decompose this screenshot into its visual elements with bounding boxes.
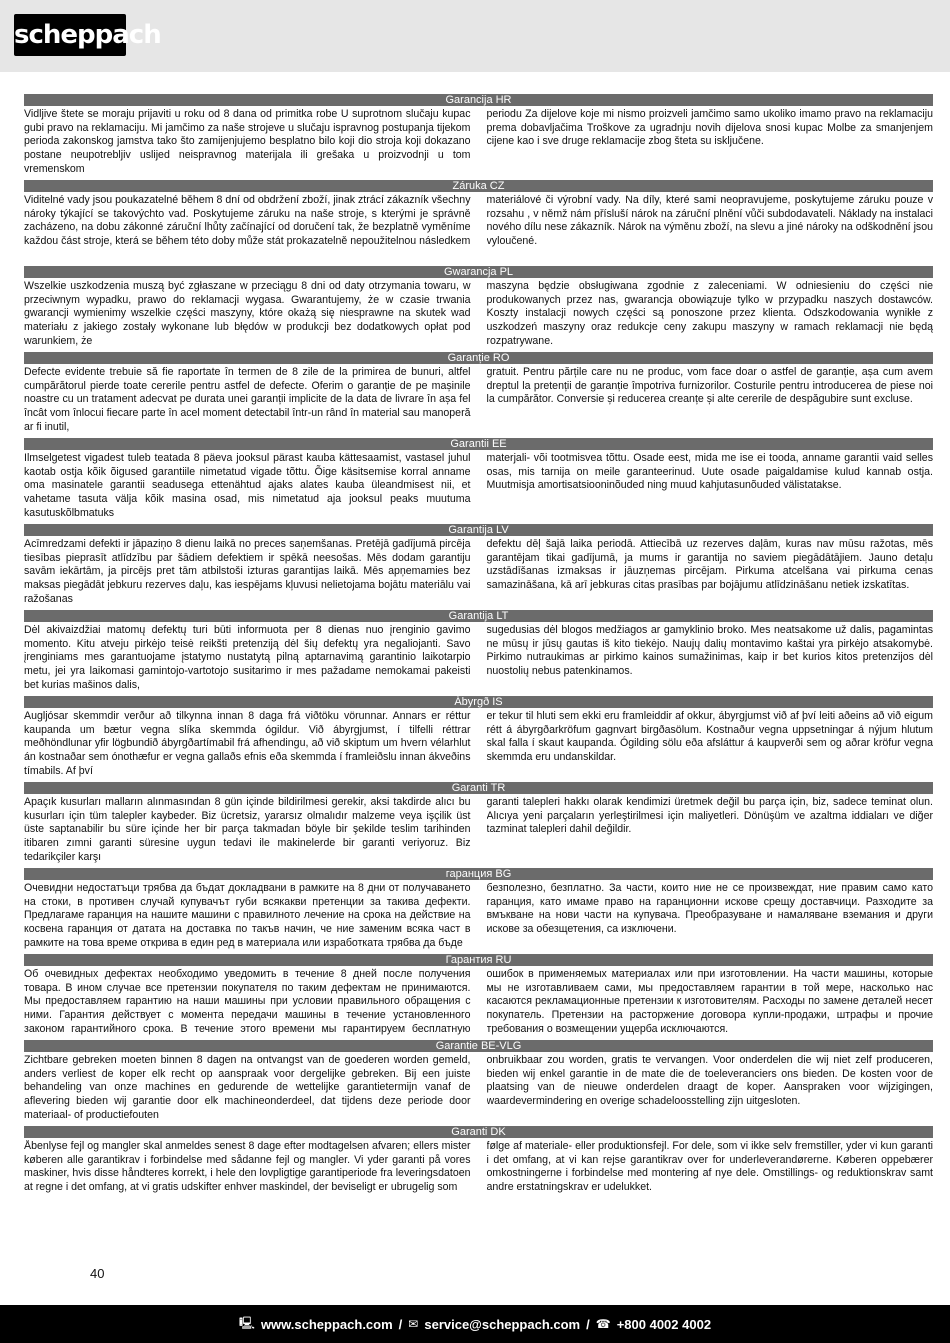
section-heading: Záruka CZ	[24, 180, 933, 192]
section-heading: Garantii EE	[24, 438, 933, 450]
warranty-section-ro	[24, 352, 933, 438]
section-text-right: ошибок в применяемых материалах или при изготовлении. На части машины, которые мы не изготавливаем сами, мы предоставляем гарантии в той мере, насколько нас касаются рекламационные претензии к изготовителям. Расходы по замене деталей несет покупатель. Претензии на расторжение договора купли-продажи, штрафы и прочие требования о возмещении ущерба исключаются.	[486, 968, 933, 1035]
section-heading: Ábyrgð IS	[24, 696, 933, 708]
warranty-section-pl	[24, 266, 933, 352]
section-text-right: maszyna będzie obsługiwana zgodnie z zaleceniami. W odniesieniu do części nie produkowanych przez nas, gwarancja obowiązuje tylko w przypadku naszych dostawców. Koszty instalacji nowych części są ponoszone przez klienta. Odszkodowania wynikłe z uszkodzeń maszyny oraz redukcje ceny zakupu maszyny w ramach reklamacji nie będą rozpatrywane.	[486, 280, 933, 347]
section-heading: Garanti TR	[24, 782, 933, 794]
section-text-right: defektu dēļ šajā laika periodā. Attiecībā uz rezerves daļām, kuras nav mūsu ražotas, mēs garantējam tikai gadījumā, ja mums ir garantija no saviem piegādātājiem. Jauno detaļu uzstādīšanas izmaksas ir jāuzņemas pircējam. Pirkuma atcelšana vai pirkuma cenas samazināšana, kā arī jebkuras citas prasības par bojājumu atlīdzināšanu netiek izskatītas.	[486, 538, 933, 592]
section-text-right: безполезно, безплатно. За части, които ние не се произвеждат, ние правим само като гаранция, като имаме право на гаранционни искове срещу доставчици. Разходите за вмъкване на нови части на купувача. Преобразуване и намаляване вземания и други искове за обезщетения, са изключени.	[486, 882, 933, 936]
section-text-right: materjali- või tootmisvea tõttu. Osade eest, mida me ise ei tooda, anname garantii vaid selles osas, mis tarnija on meile garanteerinud. Uute osade paigaldamise kulud kannab ostja. Muutmisja amortisatsiooninõuded ning muud kahjutasunõuded välistatakse.	[486, 452, 933, 492]
warranty-section-ru	[24, 954, 933, 1040]
mail-icon: ✉	[408, 1317, 419, 1331]
footer-bar	[0, 1305, 950, 1343]
section-text-right: garanti talepleri hakkı olarak kendimizi üretmek değil bu parça için, biz, sadece teminat olun. Alıcıya yeni parçaların yerleştirilmesi için maliyetleri. Dönüşüm ve azaltma iddiaları ve diğer tazminat talepleri dahil değildir.	[486, 796, 933, 836]
section-heading: Garancija HR	[24, 94, 933, 106]
page-number: 40	[90, 1266, 105, 1281]
section-text-left: Vidljive štete se moraju prijaviti u roku od 8 dana od primitka robe U suprotnom slučaju kupac gubi pravo na reklamaciju. Mi jamčimo za naše strojeve u slučaju ispravnog postupanja tijekom perioda zakonskog jamstva tako što zamijenjujemo besplatno bilo koji dio stroja koji dokazano postane neupotrebljiv uslijed neispravnog materijala ili grešaka u proizvodnji u tom vremenskom	[24, 108, 471, 175]
section-text-left: Zichtbare gebreken moeten binnen 8 dagen na ontvangst van de goederen worden gemeld, anders verliest de koper elk recht op aanspraak voor dergelijke gebreken. Bij een juiste behandeling van onze machines en gedurende de wettelijke garantietermijn vanaf de aflevering bieden wij garantie door elk machineonderdeel, dat tijdens deze periode door materiaal- of productiefouten	[24, 1054, 471, 1121]
section-text-right: er tekur til hluti sem ekki eru framleiddir af okkur, ábyrgjumst við af því leiti aðeins að við eigum rétt á ábyrgðarkröfum gagnvart birgðasölum. Kostnaður vegna uppsetningar á nýjum hlutum skal falla í skaut kaupanda. Ógilding sölu eða afsláttur á kaupverði sem og aðrar kröfur vegna skemmda eru undanskildar.	[486, 710, 933, 764]
warranty-section-bg	[24, 868, 933, 954]
warranty-section-dk	[24, 1126, 933, 1212]
section-text-left: Åbenlyse fejl og mangler skal anmeldes senest 8 dage efter modtagelsen afvaren; ellers mister køberen alle garantikrav i forbindelse med sådanne fejl og mangler. Vi yder garanti på vores maskiner, hvis disse håndteres korrekt, i hele den lovpligtige garantiperiode fra leveringsdatoen at regne i det omfang, at vi gratis udskifter enhver maskindel, der beviseligt er ubrugelig som	[24, 1140, 471, 1194]
section-text-left: Augljósar skemmdir verður að tilkynna innan 8 daga frá viðtöku vörunnar. Annars er réttur kaupanda um bætur vegna slíka skemmda ógildur. Við ábyrgjumst, í tilfelli réttrar meðhöndlunar yfir lögbundið ábyrgðartímabil frá afhendingu, að við skiptum um hvern vélarhlut án kostnaðar sem ónothæfur er vegna gallaðs efnis eða skemmda í framleiðslu innan ákveðins tímabils. Af því	[24, 710, 471, 777]
warranty-section-lv	[24, 524, 933, 610]
section-text-right: gratuit. Pentru părțile care nu ne produc, vom face doar o astfel de garanție, așa cum avem dreptul la pretenții de garanție împotriva furnizorilor. Costurile pentru introducerea de piese noi la cumpărător. Conversie și reducerea creanțe și alte cererile de despăgubire sunt excluse.	[486, 366, 933, 406]
section-text-left: Viditelné vady jsou poukazatelné během 8 dní od obdržení zboží, jinak ztrácí zákazník všechny nároky týkající se takovýchto vad. Poskytujeme záruku na naše stroje, s kterými je správně zacházeno, na dobu zákonné záruční lhůty začínající od doručení tak, že bezplatně vyměníme každou část stroje, která se během této doby může stát prokazatelně nepoužitelnou následkem	[24, 194, 471, 248]
warranty-section-cz	[24, 180, 933, 266]
section-text-left: Об очевидных дефектах необходимо уведомить в течение 8 дней после получения товара. В ином случае все претензии покупателя по таким дефектам не принимаются. Мы предоставляем гарантию на наши машины при условии правильного обращения с ними. Гарантия действует с момента передачи машины в течение установленного законом гарантийного срока. В течение этого времени мы гарантируем бесплатную	[24, 968, 471, 1035]
section-heading: Garantie BE-VLG	[24, 1040, 933, 1052]
header-bar	[0, 0, 950, 72]
computer-icon: 🖳	[238, 1315, 255, 1330]
section-heading: гаранция BG	[24, 868, 933, 880]
section-heading: Garantija LT	[24, 610, 933, 622]
section-heading: Garantija LV	[24, 524, 933, 536]
footer-separator: /	[586, 1316, 590, 1332]
warranty-sections	[24, 94, 933, 1212]
scheppach-logo: scheppach	[14, 14, 126, 56]
warranty-section-tr	[24, 782, 933, 868]
section-text-right: sugedusias dėl blogos medžiagos ar gamyklinio broko. Mes neatsakome už dalis, pagamintas ne mūsų ir jūsų gautas iš kito tiekėjo. Naujų dalių montavimo kaštai yra pirkėjo atsakomybė. Pirkimo nutraukimas ar pirkimo kainos sumažinimas, kaip ir bet kurios kitos pretenzijos dėl nuostolių nebus patenkinamos.	[486, 624, 933, 678]
section-text-right: onbruikbaar zou worden, gratis te vervangen. Voor onderdelen die wij niet zelf produceren, bieden wij enkel garantie in de mate die de toeleveranciers ons bieden. De kosten voor de plaatsing van de nieuwe onderdelen draagt de koper. Aanspraken voor wijzigingen, waardevermindering en overige schadeloosstelling zijn uitgesloten.	[486, 1054, 933, 1108]
section-text-left: Dėl akivaizdžiai matomų defektų turi būti informuota per 8 dienas nuo įrenginio gavimo momento. Kitu atveju pirkėjo teisė reikšti pretenziją dėl šių defektų yra negaliojanti. Savo įrenginiams mes garantuojame įstatymo nustatytą pilną aptarnavimą garantinio laikotarpio metu, jei yra laikomasi gamintojo-vartotojo susitarimo ir mes pažadame nemokamai pakeisti bet kurias mašinos dalis,	[24, 624, 471, 691]
website-link[interactable]: www.scheppach.com	[260, 1316, 393, 1332]
section-text-right: materiálové či výrobní vady. Na díly, které sami neopravujeme, poskytujeme záruku pouze v rozsahu , v němž nám přísluší nárok na záruční plnění vůči subdodavateli. Náklady na instalaci nového dílu nese zákazník. Nárok na výměnu zboží, na slevu a jiné nároky na odškodnění jsou vyloučené.	[486, 194, 933, 248]
section-text-right: periodu Za dijelove koje mi nismo proizveli jamčimo samo ukoliko imamo pravo na reklamaciju prema dobavljačima Troškove za ugradnju novih dijelova snosi kupac Molbe za smanjenjem cijene kao i sve druge reklamacije zbog šteta su isključene.	[486, 108, 933, 148]
email-link[interactable]: service@scheppach.com	[424, 1316, 581, 1332]
section-heading: Gwarancja PL	[24, 266, 933, 278]
phone-number[interactable]: +800 4002 4002	[616, 1316, 712, 1332]
section-text-left: Defecte evidente trebuie să fie raportate în termen de 8 zile de la primirea de bunuri, altfel cumpărătorul pierde toate cererile pentru astfel de defecte. Oferim o garanție de pe mașinile noastre cu un tratament adecvat pe durata unei garanții implicite de la data de livrare în așa fel încât vom înlocui fiecare parte în acel moment detectabil într-un rând în material sau manoperă ar fi inutil,	[24, 366, 471, 433]
warranty-section-hr	[24, 94, 933, 180]
section-text-left: Wszelkie uszkodzenia muszą być zgłaszane w przeciągu 8 dni od daty otrzymania towaru, w przeciwnym wypadku, prawo do reklamacji wygasa. Gwarantujemy, że w czasie trwania gwarancji wymienimy wszelkie części maszyny, które okażą się niesprawne na skutek wad materiału z jakiego zostały wykonane lub błędów w produkcji bez dodatkowych opłat pod warunkiem, że	[24, 280, 471, 347]
footer-separator: /	[398, 1316, 403, 1332]
section-text-left: Apaçık kusurları malların alınmasından 8 gün içinde bildirilmesi gerekir, aksi takdirde alıcı bu kusurları için tüm talepler kaybeder. Biz ücretsiz, yararsız olmalıdır malzeme veya işçilik üst üste saptanabilir bu süre içinde her bir parça takmadan böyle bir şekilde teslim tarihinden itibaren zımni garanti süresine uygun tedavi ile makinelerde bir garanti veriyoruz. Biz tedarikçiler karşı	[24, 796, 471, 863]
warranty-section-lt	[24, 610, 933, 696]
warranty-section-ee	[24, 438, 933, 524]
phone-icon: ☎	[595, 1317, 611, 1331]
section-heading: Гарантия RU	[24, 954, 933, 966]
section-heading: Garanție RO	[24, 352, 933, 364]
section-heading: Garanti DK	[24, 1126, 933, 1138]
warranty-section-is	[24, 696, 933, 782]
section-text-left: Очевидни недостатъци трябва да бъдат докладвани в рамките на 8 дни от получаването на стоки, в противен случай купувачът губи всякакви претенции за такива дефекти. Предлагаме гаранция на нашите машини с правилното лечение на срока на действие на косвена гаранция от датата на доставка по такъв начин, че ние заменим всяка част в рамките на това време открива в един ред в материала или изработката трябва да бъде	[24, 882, 471, 949]
section-text-left: Acīmredzami defekti ir jāpaziņo 8 dienu laikā no preces saņemšanas. Pretējā gadījumā pircēja tiesības pieprasīt atlīdzību par šādiem defektiem ir spēkā neesošas. Mēs dodam garantiju savām iekārtām, ja pircējs pret tām atbilstoši izturas garantijas laikā. Mēs apņemamies bez maksas piegādāt jebkuru rezerves daļu, kas iespējams kļuvusi nelietojama bojātu materiālu vai ražošanas	[24, 538, 471, 605]
warranty-section-be-vlg	[24, 1040, 933, 1126]
section-text-left: Ilmselgetest vigadest tuleb teatada 8 päeva jooksul pärast kauba kättesaamist, vastasel juhul kaotab ostja kõik õigused garantiile nimetatud vigade tõttu. Õige käsitsemise korral anname oma masinatele garantii seadusega ettenähtud ajaks alates kauba üleandmisest nii, et vahetame tasuta välja kõik masina osad, mis nimetatud aja jooksul peaks muutuma kasutuskõlbmatuks	[24, 452, 471, 519]
section-text-right: følge af materiale- eller produktionsfejl. For dele, som vi ikke selv fremstiller, yder vi kun garanti i det omfang, at vi kan rejse garantikrav over for underleverandørerne. Køberen oppebærer omkostningerne i forbindelse med montering af nye dele. Omstillings- og reduktionskrav samt andre erstatningskrav er udelukket.	[486, 1140, 933, 1194]
